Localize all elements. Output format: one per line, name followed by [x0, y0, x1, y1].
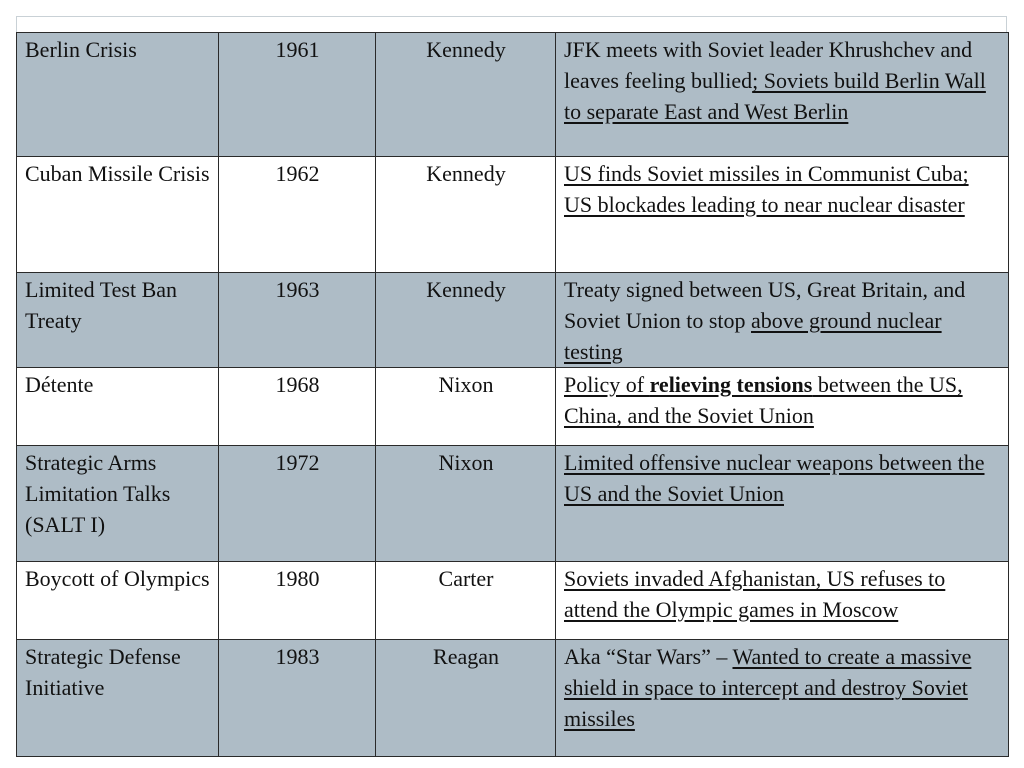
table-row-boycott-of-olympics [17, 562, 1009, 640]
president-cell: Kennedy [376, 33, 556, 157]
description-bold: relieving tensions [649, 372, 813, 397]
description-cell [556, 368, 1009, 446]
description-text: Aka “Star Wars” – [564, 644, 733, 669]
table-row-cuban-missile-crisis [17, 157, 1009, 273]
year-cell: 1961 [219, 33, 376, 157]
president-cell: Kennedy [376, 273, 556, 368]
description-cell [556, 157, 1009, 273]
description-cell [556, 640, 1009, 757]
president-cell: Nixon [376, 446, 556, 562]
description-underlined: Limited offensive nuclear weapons between the US and the Soviet Union [564, 450, 985, 506]
year-cell: 1963 [219, 273, 376, 368]
description-text: JFK meets with Soviet leader Khrushchev and leaves feeling bullied [564, 37, 973, 93]
table-row-salt-i [17, 446, 1009, 562]
year-cell: 1962 [219, 157, 376, 273]
event-cell: Limited Test Ban Treaty [17, 273, 219, 368]
description-text: Treaty signed between US, Great Britain, and Soviet Union to stop [564, 277, 966, 333]
description-underlined: above ground nuclear testing [564, 308, 942, 364]
year-cell: 1980 [219, 562, 376, 640]
event-cell: Boycott of Olympics [17, 562, 219, 640]
header-rule [16, 16, 1007, 32]
description-text: Policy of [564, 372, 650, 397]
event-cell: Berlin Crisis [17, 33, 219, 157]
president-cell: Carter [376, 562, 556, 640]
event-cell: Détente [17, 368, 219, 446]
description-underlined-group [564, 372, 963, 428]
description-underlined: Wanted to create a massive shield in space to intercept and destroy Soviet missiles [564, 644, 972, 731]
event-cell: Strategic Arms Limitation Talks (SALT I) [17, 446, 219, 562]
table-row-strategic-defense-initiative [17, 640, 1009, 757]
president-cell: Nixon [376, 368, 556, 446]
table-row-limited-test-ban-treaty [17, 273, 1009, 368]
table-row-berlin-crisis [17, 33, 1009, 157]
description-underlined: ; Soviets build Berlin Wall to separate East and West Berlin [564, 68, 986, 124]
description-cell [556, 562, 1009, 640]
event-cell: Cuban Missile Crisis [17, 157, 219, 273]
description-cell [556, 33, 1009, 157]
president-cell: Kennedy [376, 157, 556, 273]
description-underlined: US finds Soviet missiles in Communist Cuba; US blockades leading to near nuclear disaster [564, 161, 969, 217]
description-text: between the US, China, and the Soviet Union [564, 372, 963, 428]
description-cell [556, 273, 1009, 368]
cold-war-events-table [16, 32, 1009, 757]
description-underlined: Soviets invaded Afghanistan, US refuses to attend the Olympic games in Moscow [564, 566, 946, 622]
year-cell: 1968 [219, 368, 376, 446]
year-cell: 1983 [219, 640, 376, 757]
year-cell: 1972 [219, 446, 376, 562]
description-cell [556, 446, 1009, 562]
event-cell: Strategic Defense Initiative [17, 640, 219, 757]
table-row-detente [17, 368, 1009, 446]
president-cell: Reagan [376, 640, 556, 757]
